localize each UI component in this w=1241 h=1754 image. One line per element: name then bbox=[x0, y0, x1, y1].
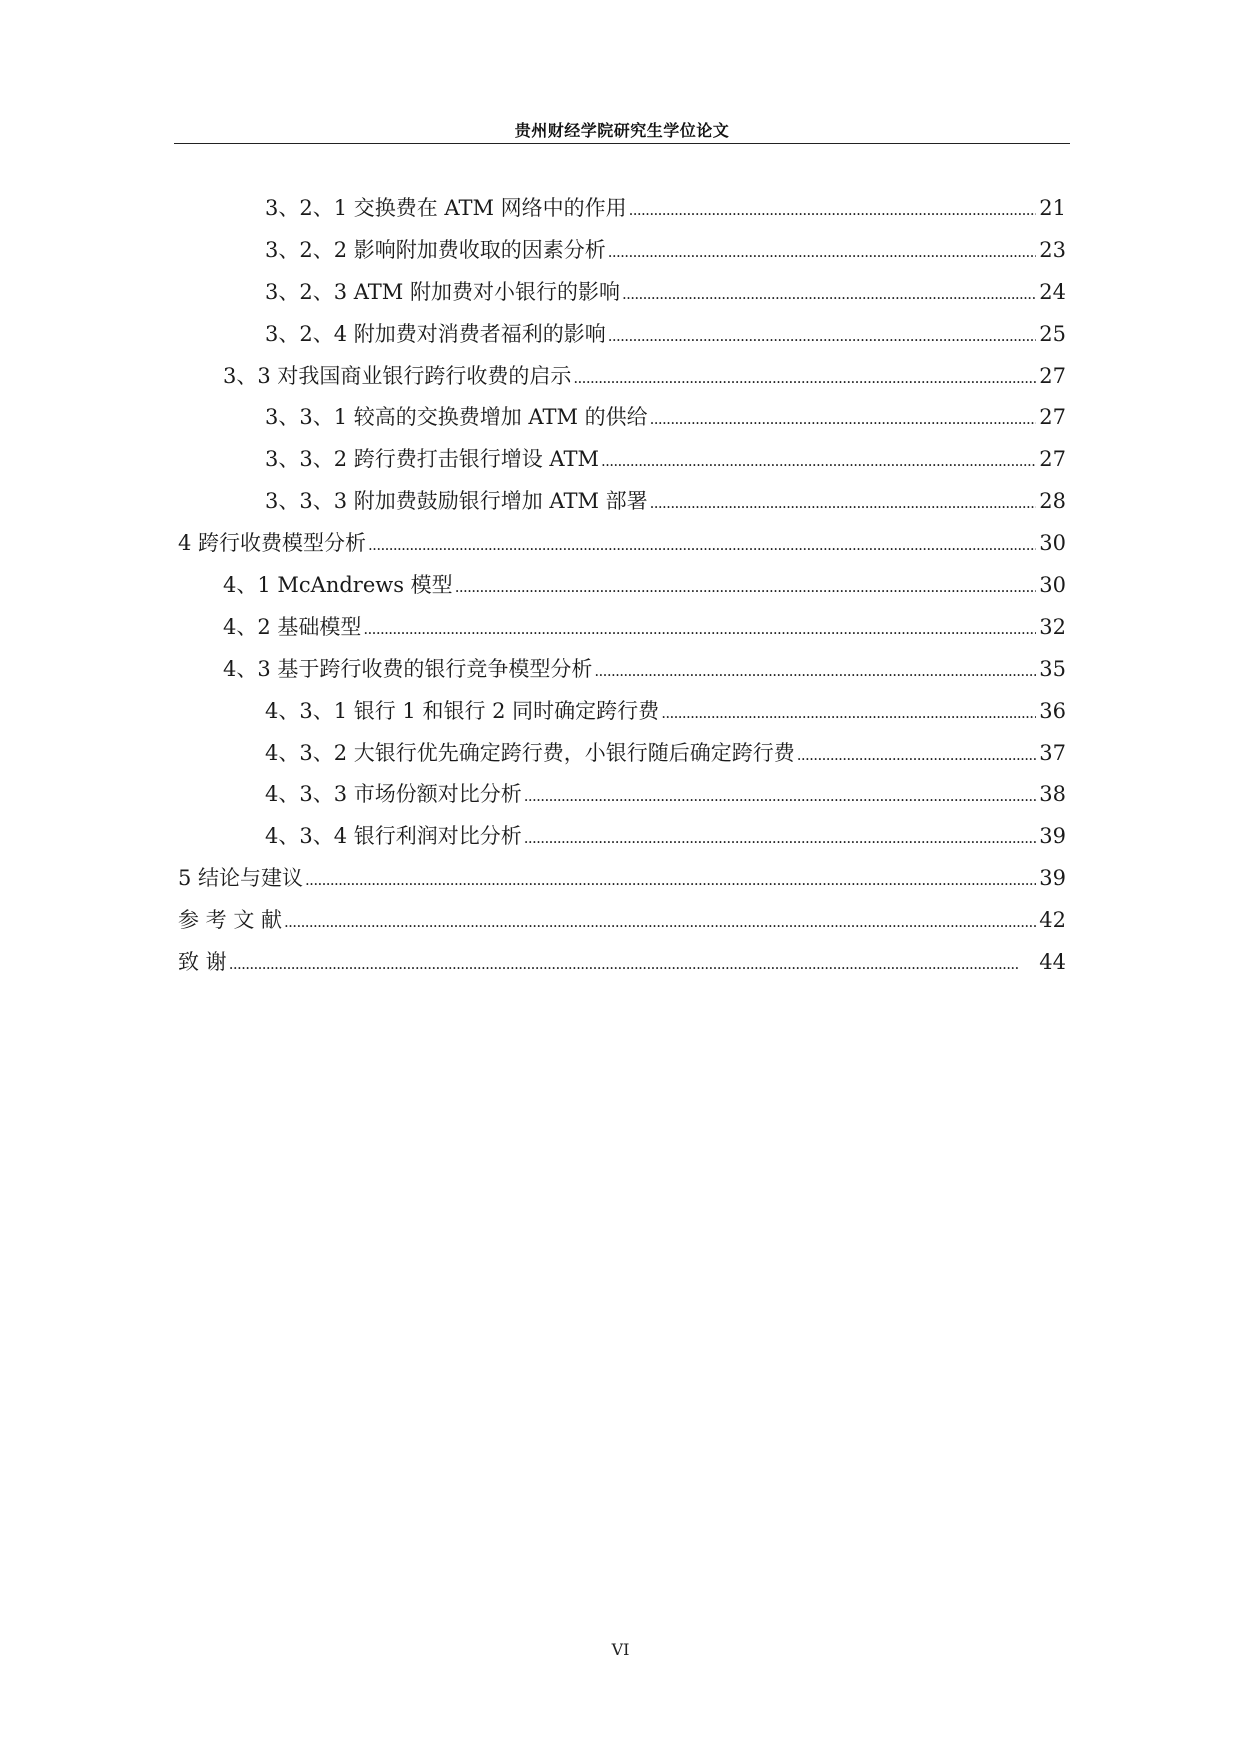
toc-entry-label: 3、3、2 跨行费打击银行增设 ATM bbox=[265, 447, 599, 472]
toc-entry-page: 24 bbox=[1039, 279, 1066, 304]
toc-entry-label: 3、3 对我国商业银行跨行收费的启示 bbox=[223, 363, 572, 388]
toc-entry-label: 参 考 文 献 bbox=[178, 908, 283, 933]
toc-entry-page: 44 bbox=[1039, 950, 1066, 975]
toc-entry[interactable] bbox=[178, 942, 1066, 984]
toc-entry-page: 38 bbox=[1039, 782, 1066, 807]
toc-entry[interactable] bbox=[178, 230, 1066, 272]
page-number: VI bbox=[611, 1640, 630, 1659]
table-of-contents bbox=[178, 188, 1066, 984]
dot-leader bbox=[229, 942, 1037, 986]
toc-entry-label: 4、3、4 银行利润对比分析 bbox=[265, 824, 522, 849]
running-header: 贵州财经学院研究生学位论文 bbox=[514, 121, 730, 140]
toc-entry-label: 3、2、4 附加费对消费者福利的影响 bbox=[265, 321, 606, 346]
toc-entry-page: 32 bbox=[1039, 614, 1066, 639]
toc-entry-page: 42 bbox=[1039, 908, 1066, 933]
toc-entry[interactable] bbox=[178, 439, 1066, 481]
dot-leader bbox=[524, 816, 1037, 860]
toc-entry[interactable] bbox=[178, 649, 1066, 691]
toc-entry-label: 4、1 McAndrews 模型 bbox=[223, 573, 453, 598]
dot-leader bbox=[601, 439, 1036, 483]
toc-entry[interactable] bbox=[178, 314, 1066, 356]
dot-leader bbox=[594, 649, 1036, 693]
toc-entry-label: 4 跨行收费模型分析 bbox=[178, 531, 367, 556]
toc-entry[interactable] bbox=[178, 816, 1066, 858]
toc-entry-page: 28 bbox=[1039, 489, 1066, 514]
toc-entry-page: 39 bbox=[1039, 824, 1066, 849]
toc-entry-page: 27 bbox=[1039, 405, 1066, 430]
toc-entry-page: 30 bbox=[1039, 573, 1066, 598]
toc-entry[interactable] bbox=[178, 858, 1066, 900]
toc-entry-page: 37 bbox=[1039, 740, 1066, 765]
toc-entry-label: 4、3、1 银行 1 和银行 2 同时确定跨行费 bbox=[265, 698, 660, 723]
toc-entry-page: 23 bbox=[1039, 237, 1066, 262]
toc-entry[interactable] bbox=[178, 397, 1066, 439]
dot-leader bbox=[797, 733, 1037, 777]
toc-entry-page: 25 bbox=[1039, 321, 1066, 346]
toc-entry-label: 3、2、3 ATM 附加费对小银行的影响 bbox=[265, 279, 620, 304]
toc-entry[interactable] bbox=[178, 565, 1066, 607]
toc-entry[interactable] bbox=[178, 691, 1066, 733]
toc-entry-page: 27 bbox=[1039, 447, 1066, 472]
dot-leader bbox=[524, 774, 1037, 818]
toc-entry[interactable] bbox=[178, 900, 1066, 942]
dot-leader bbox=[368, 523, 1036, 567]
toc-entry[interactable] bbox=[178, 774, 1066, 816]
toc-entry-label: 4、2 基础模型 bbox=[223, 614, 362, 639]
dot-leader bbox=[608, 314, 1037, 358]
dot-leader bbox=[661, 691, 1036, 735]
toc-entry[interactable] bbox=[178, 272, 1066, 314]
toc-entry-label: 致 谢 bbox=[178, 950, 227, 975]
dot-leader bbox=[284, 900, 1036, 944]
toc-entry-label: 3、3、3 附加费鼓励银行增加 ATM 部署 bbox=[265, 489, 648, 514]
dot-leader bbox=[608, 230, 1037, 274]
dot-leader bbox=[650, 481, 1037, 525]
toc-entry[interactable] bbox=[178, 188, 1066, 230]
toc-entry-label: 3、3、1 较高的交换费增加 ATM 的供给 bbox=[265, 405, 648, 430]
dot-leader bbox=[629, 188, 1037, 232]
toc-entry[interactable] bbox=[178, 607, 1066, 649]
toc-entry[interactable] bbox=[178, 356, 1066, 398]
toc-entry-label: 4、3 基于跨行收费的银行竞争模型分析 bbox=[223, 656, 593, 681]
dot-leader bbox=[363, 607, 1036, 651]
toc-entry-label: 3、2、1 交换费在 ATM 网络中的作用 bbox=[265, 196, 627, 220]
toc-entry-label: 3、2、2 影响附加费收取的因素分析 bbox=[265, 237, 606, 262]
toc-entry-label: 4、3、2 大银行优先确定跨行费，小银行随后确定跨行费 bbox=[265, 740, 795, 765]
dot-leader bbox=[455, 565, 1037, 609]
toc-entry-page: 39 bbox=[1039, 866, 1066, 891]
header-rule bbox=[174, 143, 1070, 144]
toc-entry-page: 27 bbox=[1039, 363, 1066, 388]
toc-entry-page: 21 bbox=[1039, 196, 1066, 220]
toc-entry-page: 35 bbox=[1039, 656, 1066, 681]
toc-entry-label: 4、3、3 市场份额对比分析 bbox=[265, 782, 522, 807]
toc-entry-label: 5 结论与建议 bbox=[178, 866, 304, 891]
dot-leader bbox=[305, 858, 1036, 902]
toc-entry-page: 30 bbox=[1039, 531, 1066, 556]
dot-leader bbox=[650, 397, 1037, 441]
toc-entry-page: 36 bbox=[1039, 698, 1066, 723]
dot-leader bbox=[573, 356, 1036, 400]
toc-entry[interactable] bbox=[178, 481, 1066, 523]
toc-entry[interactable] bbox=[178, 523, 1066, 565]
dot-leader bbox=[622, 272, 1036, 316]
toc-entry[interactable] bbox=[178, 733, 1066, 775]
